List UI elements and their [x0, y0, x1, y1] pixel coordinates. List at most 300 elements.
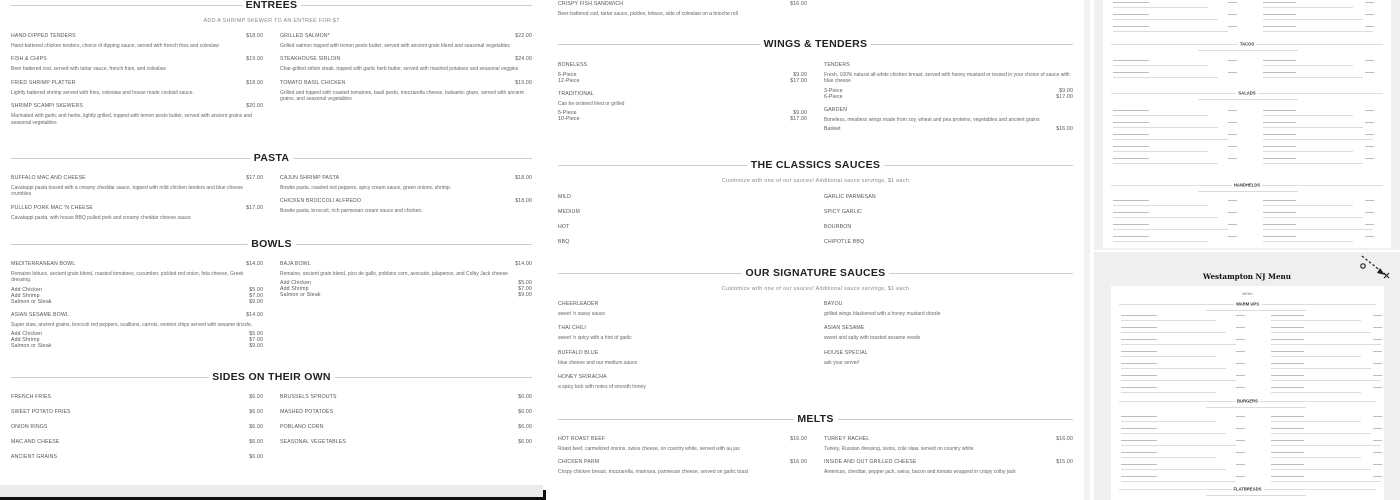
item-description: Hand-battered chicken tenders, choice of dipping sauce, served with french fries and coleslaw	[11, 43, 219, 49]
option-row	[280, 292, 532, 298]
thumbnail-text-line	[1373, 315, 1382, 316]
item-name: FRENCH FRIES	[11, 394, 52, 400]
thumbnail-note	[1206, 495, 1306, 496]
option-price: $7.00	[518, 286, 532, 293]
item-name: SEASONAL VEGETABLES	[280, 439, 346, 445]
thumbnail-text-line	[1121, 344, 1236, 345]
section-note: Customize with one of our sauces! Additional sauce servings, $1 each	[721, 286, 910, 292]
menu-column-right	[824, 301, 1073, 399]
menu-column-left	[11, 175, 263, 228]
item-description: Lightly battered shrimp served with fries, coleslaw and house made cocktail sauce.	[11, 89, 194, 96]
item-options	[824, 88, 1073, 100]
thumbnail-text-line	[1121, 469, 1226, 470]
option-label: Salmon or Steak	[11, 298, 52, 305]
thumbnail-text-line	[1271, 344, 1381, 345]
thumbnail-note	[1198, 191, 1298, 192]
item-description: Super slaw, ancient grains, broccoli red peppers, scallions, carrots, wonton chips served with sesame drizzle.	[11, 321, 253, 328]
menu-item[interactable]	[11, 424, 263, 431]
menu-item[interactable]	[11, 56, 263, 72]
thumbnail-text-line	[1113, 127, 1218, 128]
thumbnail-text-line	[1365, 236, 1374, 237]
option-label: Basket	[824, 126, 841, 133]
menu-item[interactable]	[824, 301, 1073, 317]
thumbnail-text-line	[1121, 339, 1157, 340]
thumbnail-text-line	[1228, 60, 1237, 61]
thumbnail-note	[1206, 310, 1306, 311]
item-price: $16.00	[790, 1, 807, 7]
thumbnail-text-line	[1365, 134, 1374, 135]
menu-columns	[11, 261, 532, 356]
section-title: PASTA	[250, 152, 294, 164]
thumbnail-text-line	[1365, 110, 1374, 111]
thumbnail-text-line	[1271, 452, 1304, 453]
thumbnail-text-line	[1365, 14, 1374, 15]
item-description: Marinated with garlic and herbs, lightly grilled, topped with lemon pesto butter, served with ancient grains and seasonal vegetables	[11, 113, 252, 126]
section-title: ENTREES	[242, 0, 302, 11]
thumbnail-text-line	[1121, 356, 1216, 357]
thumbnail-text-line	[1113, 146, 1149, 147]
thumbnail-text-line	[1271, 332, 1371, 333]
thumbnail-text-line	[1113, 241, 1208, 242]
menu-item[interactable]	[824, 459, 1073, 475]
sauce-item[interactable]	[558, 194, 807, 201]
menu-item[interactable]	[280, 56, 532, 72]
menu-item[interactable]	[280, 394, 532, 401]
menu-item[interactable]	[280, 409, 532, 416]
item-price: $17.00	[246, 175, 263, 181]
thumbnail-text-line	[1263, 2, 1296, 3]
item-description: a spicy kick with notes of smooth honey	[558, 384, 646, 391]
item-name: HAND-DIPPED TENDERS	[11, 33, 76, 39]
item-name: THAI CHILI	[558, 325, 587, 332]
item-price: $20.00	[246, 103, 263, 110]
item-description: Can be ordered fried or grilled	[558, 101, 625, 107]
thumbnail-text-line	[1263, 229, 1373, 230]
item-name: TOMATO BASIL CHICKEN	[280, 79, 346, 86]
item-name: BAJA BOWL	[280, 261, 311, 267]
thumbnail-text-line	[1271, 351, 1304, 352]
item-price: $14.00	[515, 261, 532, 267]
section-note: Customize with one of our sauces! Additional sauce servings, $1 each	[721, 178, 910, 184]
menu-item[interactable]	[280, 261, 532, 298]
thumbnail-text-line	[1121, 416, 1157, 417]
sauce-item[interactable]	[824, 239, 1073, 246]
panel-corner	[543, 490, 546, 500]
thumbnail-text-line	[1121, 351, 1157, 352]
option-row	[558, 78, 807, 84]
thumbnail-section-header	[1119, 398, 1376, 404]
item-name: CAJUN SHRIMP PASTA	[280, 175, 340, 181]
thumbnail-text-line	[1263, 110, 1296, 111]
item-price: $18.00	[246, 79, 263, 86]
thumbnail-text-line	[1113, 200, 1149, 201]
thumbnail-text-line	[1228, 212, 1237, 213]
thumbnail-text-line	[1271, 476, 1304, 477]
menu-item[interactable]	[558, 459, 807, 475]
menu-item[interactable]	[824, 325, 1073, 341]
thumbnail-text-line	[1373, 416, 1382, 417]
thumbnail-text-line	[1271, 481, 1381, 482]
option-label: 10-Piece	[558, 116, 580, 123]
thumbnail-note	[1198, 99, 1298, 100]
item-options	[558, 72, 807, 84]
menu-item[interactable]	[558, 1, 807, 17]
menu-column-left	[11, 394, 263, 469]
thumbnail-text-line	[1113, 115, 1208, 116]
thumbnail-text-line	[1228, 2, 1237, 3]
thumbnail-text-line	[1263, 224, 1296, 225]
item-description: Crispy chicken breast, mozzarella, marinara, parmesan cheese, served on garlic toast	[558, 469, 749, 476]
menu-item[interactable]	[11, 33, 263, 49]
thumbnail-text-line	[1236, 452, 1245, 453]
option-label: Salmon or Steak	[280, 292, 321, 299]
item-name: CHICKEN PARM	[558, 459, 600, 466]
thumbnail-text-line	[1271, 464, 1304, 465]
menu-item[interactable]	[558, 325, 807, 341]
thumbnail-text-line	[1373, 428, 1382, 429]
thumbnail-text-line	[1121, 481, 1236, 482]
thumbnail-text-line	[1113, 229, 1228, 230]
item-price: $6.00	[249, 424, 263, 430]
item-price: $19.00	[515, 79, 532, 86]
thumbnail-section-title: TACOS	[1239, 41, 1255, 47]
item-name: CRISPY FISH SANDWICH	[558, 1, 624, 7]
menu-item[interactable]	[280, 198, 532, 214]
menu-item[interactable]	[558, 91, 807, 122]
sauce-name: GARLIC PARMESAN	[824, 194, 876, 200]
item-price: $18.00	[515, 175, 532, 181]
item-name: TURKEY RACHEL	[824, 436, 870, 442]
menu-item[interactable]	[11, 409, 263, 416]
option-price: $9.00	[249, 343, 263, 350]
thumbnail-text-line	[1271, 356, 1361, 357]
thumbnail-text-line	[1373, 375, 1382, 376]
thumbnail-text-line	[1113, 139, 1228, 140]
menu-item[interactable]	[558, 436, 807, 452]
thumbnail-text-line	[1365, 122, 1374, 123]
option-row	[558, 116, 807, 122]
thumbnail-text-line	[1271, 368, 1371, 369]
thumbnail-text-line	[1263, 19, 1363, 20]
item-description: Romaine lettuce, ancient grain blend, roasted tomatoes, cucumber, pickled red onion, feta cheese, Greek dressing.	[11, 271, 244, 284]
thumbnail-text-line	[1263, 122, 1296, 123]
thumbnail-section-title: HANDHELDS	[1233, 182, 1261, 188]
menu-item[interactable]	[11, 261, 263, 305]
item-options	[11, 331, 263, 349]
sauce-name: SPICY GARLIC	[824, 209, 863, 215]
section-title: MELTS	[793, 413, 837, 425]
thumbnail-text-line	[1271, 421, 1361, 422]
item-price: $6.00	[518, 394, 532, 400]
menu-column-left	[11, 33, 263, 133]
menu-column-right	[280, 394, 532, 469]
menu-thumbnail-top[interactable]	[1094, 0, 1400, 250]
thumbnail-text-line	[1263, 65, 1353, 66]
menu-item[interactable]	[280, 175, 532, 191]
option-label: Add Shrimp	[11, 292, 40, 299]
thumbnail-text-line	[1121, 428, 1157, 429]
thumbnail-text-line	[1228, 14, 1237, 15]
panel-footer-bar	[0, 485, 543, 497]
menu-item[interactable]	[280, 439, 532, 446]
item-name: CHICKEN BROCCOLI ALFREDO	[280, 198, 362, 205]
menu-column-right	[824, 436, 1073, 483]
thumbnail-text-line	[1121, 387, 1157, 388]
thumbnail-text-line	[1263, 200, 1296, 201]
item-description: sweet 'n sassy sauce	[558, 311, 606, 317]
thumbnail-text-line	[1263, 241, 1353, 242]
option-label: Salmon or Steak	[11, 343, 52, 350]
sauce-item[interactable]	[558, 224, 807, 231]
thumbnail-text-line	[1263, 127, 1363, 128]
thumbnail-text-line	[1228, 110, 1237, 111]
thumbnail-text-line	[1263, 158, 1296, 159]
thumbnail-text-line	[1365, 60, 1374, 61]
thumbnail-text-line	[1121, 375, 1157, 376]
thumbnail-text-line	[1228, 236, 1237, 237]
menu-columns	[11, 33, 532, 133]
menu-item[interactable]	[558, 350, 807, 366]
item-options	[558, 110, 807, 122]
menu-item[interactable]	[11, 205, 263, 221]
item-description: Cavatappi pasta tossed with a creamy cheddar sauce, topped with mild chicken tenders and blue cheese crumbles	[11, 185, 244, 198]
item-name: GRILLED SALMON*	[280, 33, 330, 39]
thumbnail-page	[1103, 0, 1391, 248]
sauce-item[interactable]	[558, 209, 807, 216]
item-description: grilled wings blackened with a honey mustard drizzle	[824, 311, 941, 317]
item-description: Fresh, 100% natural all-white chicken breast, served with honey mustard or tossed in your choice of sauce with blue cheese	[824, 72, 1070, 85]
thumbnail-section-title: BURGERS	[1237, 398, 1258, 404]
item-name: SWEET POTATO FRIES	[11, 409, 71, 415]
item-name: HOUSE SPECIAL	[824, 349, 868, 356]
thumbnail-text-line	[1263, 151, 1353, 152]
thumbnail-text-line	[1263, 134, 1296, 135]
section-title: OUR SIGNATURE SAUCES	[742, 267, 890, 279]
thumbnail-note	[1198, 50, 1298, 51]
menu-item[interactable]	[11, 439, 263, 446]
item-name: SHRIMP SCAMPI SKEWERS	[11, 103, 83, 110]
menu-item[interactable]	[558, 62, 807, 84]
item-price: $6.00	[249, 454, 263, 460]
menu-columns	[558, 194, 1073, 254]
thumbnail-text-line	[1121, 392, 1216, 393]
section-header	[558, 408, 1073, 430]
menu-item[interactable]	[558, 374, 807, 390]
thumbnail-menu-label: MENU	[1242, 292, 1253, 296]
thumbnail-text-line	[1113, 158, 1149, 159]
thumbnail-text-line	[1271, 315, 1304, 316]
menu-item[interactable]	[824, 350, 1073, 366]
thumbnail-text-line	[1271, 469, 1371, 470]
menu-item[interactable]	[280, 424, 532, 431]
option-row	[11, 299, 263, 305]
thumbnail-section-header	[1111, 90, 1383, 96]
option-label: Add Shrimp	[11, 337, 40, 344]
item-price: $6.00	[518, 409, 532, 415]
thumbnail-text-line	[1271, 433, 1371, 434]
thumbnail-text-line	[1113, 205, 1208, 206]
option-price: $9.00	[793, 72, 807, 78]
menu-item[interactable]	[280, 33, 532, 49]
item-price: $14.00	[246, 261, 263, 267]
thumbnail-text-line	[1365, 212, 1374, 213]
thumbnail-text-line	[1271, 363, 1304, 364]
item-name: ONION RINGS	[11, 424, 48, 430]
thumbnail-text-line	[1121, 368, 1226, 369]
thumbnail-text-line	[1263, 205, 1353, 206]
thumbnail-text-line	[1236, 315, 1245, 316]
item-name: BUFFALO BLUE	[558, 349, 599, 356]
item-price: $16.00	[790, 436, 807, 442]
menu-item[interactable]	[11, 103, 263, 126]
thumbnail-text-line	[1121, 440, 1157, 441]
item-description: sweet and salty with toasted sesame seeds	[824, 335, 921, 342]
thumbnail-text-line	[1271, 387, 1304, 388]
thumbnail-text-line	[1263, 77, 1363, 78]
sauce-item[interactable]	[558, 239, 807, 246]
item-name: PULLED PORK MAC 'N CHEESE	[11, 204, 93, 211]
thumbnail-text-line	[1121, 315, 1157, 316]
thumbnail-section-title: SALADS	[1238, 90, 1256, 96]
menu-column-right	[280, 261, 532, 356]
item-description: ask your server!	[824, 359, 860, 366]
option-row	[824, 126, 1073, 132]
thumbnail-section-header	[1119, 486, 1376, 492]
menu-item[interactable]	[824, 436, 1073, 452]
option-price: $17.00	[1056, 93, 1073, 100]
menu-thumbnail-bottom[interactable]	[1094, 252, 1400, 500]
thumbnail-text-line	[1263, 163, 1363, 164]
thumbnail-text-line	[1228, 200, 1237, 201]
sauce-item[interactable]	[824, 209, 1073, 216]
item-price: $17.00	[246, 204, 263, 211]
option-label: 12-Piece	[558, 78, 580, 84]
item-description: Cavatappi pasta, with house BBQ pulled pork and creamy cheddar cheese sauce	[11, 214, 191, 221]
section-header	[11, 147, 532, 169]
option-price: $5.00	[518, 280, 532, 287]
item-price: $6.00	[249, 409, 263, 415]
option-price: $9.00	[1059, 87, 1073, 94]
thumbnail-text-line	[1113, 110, 1149, 111]
menu-item[interactable]	[11, 80, 263, 96]
item-price: $6.00	[249, 439, 263, 445]
thumbnail-text-line	[1373, 363, 1382, 364]
option-label: Add Chicken	[11, 331, 43, 338]
thumbnail-text-line	[1263, 14, 1296, 15]
thumbnail-text-line	[1113, 236, 1149, 237]
thumbnail-text-line	[1228, 158, 1237, 159]
thumbnail-text-line	[1263, 212, 1296, 213]
thumbnail-text-line	[1271, 416, 1304, 417]
menu-column-right	[824, 1, 1073, 24]
menu-column-left	[558, 436, 807, 483]
thumbnail-text-line	[1228, 134, 1237, 135]
menu-item[interactable]	[824, 107, 1073, 132]
menu-columns	[11, 175, 532, 228]
thumbnail-text-line	[1373, 351, 1382, 352]
item-name: FRIED SHRIMP PLATTER	[11, 79, 76, 86]
thumbnail-text-line	[1113, 217, 1218, 218]
menu-item[interactable]	[11, 394, 263, 401]
thumbnail-text-line	[1113, 122, 1149, 123]
thumbnail-text-line	[1121, 327, 1157, 328]
thumbnail-text-line	[1113, 134, 1149, 135]
thumbnail-text-line	[1121, 452, 1157, 453]
option-label: 5-Piece	[558, 110, 577, 117]
thumbnail-text-line	[1271, 320, 1361, 321]
item-name: BAYOU	[824, 301, 843, 307]
thumbnail-text-line	[1236, 327, 1245, 328]
menu-item[interactable]	[824, 62, 1073, 100]
thumbnail-text-line	[1236, 387, 1245, 388]
thumbnail-text-line	[1113, 7, 1208, 8]
sauce-item[interactable]	[824, 224, 1073, 231]
item-description: Bowtie pasta, broccoli, rich parmesan cream sauce and chicken.	[280, 208, 423, 215]
item-name: FISH & CHIPS	[11, 56, 47, 63]
thumbnail-section-header	[1111, 41, 1383, 47]
menu-panel-left[interactable]	[0, 0, 543, 500]
option-label: 6-Piece	[558, 72, 577, 78]
thumbnail-text-line	[1113, 19, 1218, 20]
scrollbar[interactable]	[1084, 0, 1090, 500]
thumbnail-section-header	[1111, 182, 1383, 188]
thumbnail-text-line	[1113, 212, 1149, 213]
section-header	[11, 0, 532, 24]
thumbnail-text-line	[1373, 476, 1382, 477]
option-price: $9.00	[518, 292, 532, 299]
menu-column-right	[824, 62, 1073, 139]
drag-arrow-icon	[1358, 254, 1392, 280]
thumbnail-text-line	[1236, 464, 1245, 465]
item-name: BRUSSELS SPROUTS	[280, 394, 337, 400]
thumbnail-text-line	[1228, 26, 1237, 27]
menu-item[interactable]	[11, 312, 263, 349]
item-description: Bowtie pasta, roasted red peppers, spicy cream sauce, green onions, shrimp.	[280, 185, 452, 191]
option-label: 6-Piece	[824, 93, 843, 100]
sauce-name: HOT	[558, 224, 570, 230]
item-name: BUFFALO MAC AND CHEESE	[11, 175, 86, 181]
thumbnail-text-line	[1113, 72, 1149, 73]
item-name: MASHED POTATOES	[280, 409, 334, 415]
item-price: $6.00	[518, 439, 532, 445]
item-name: TENDERS	[824, 62, 850, 68]
thumbnail-text-line	[1121, 445, 1236, 446]
menu-item[interactable]	[11, 454, 263, 461]
option-label: 3-Piece	[824, 87, 843, 94]
option-price: $9.00	[793, 110, 807, 117]
sauce-name: BBQ	[558, 239, 570, 245]
menu-item[interactable]	[558, 301, 807, 317]
thumbnail-text-line	[1121, 320, 1216, 321]
option-label: Add Chicken	[11, 286, 43, 293]
menu-item[interactable]	[11, 175, 263, 198]
option-label: Add Shrimp	[280, 286, 309, 293]
sauce-item[interactable]	[824, 194, 1073, 201]
thumbnail-text-line	[1365, 224, 1374, 225]
menu-panel-middle[interactable]	[543, 0, 1090, 500]
item-price: $18.00	[246, 33, 263, 39]
section-note: ADD A SHRIMP SKEWER TO AN ENTREE FOR $7	[203, 18, 340, 24]
thumbnail-text-line	[1263, 60, 1296, 61]
thumbnail-text-line	[1263, 236, 1296, 237]
item-price: $22.00	[515, 33, 532, 39]
sauce-name: CHIPOTLE BBQ	[824, 239, 865, 245]
section-header	[558, 262, 1073, 292]
section-header	[558, 154, 1073, 184]
item-options	[11, 287, 263, 305]
thumbnail-text-line	[1236, 339, 1245, 340]
menu-item[interactable]	[280, 80, 532, 103]
